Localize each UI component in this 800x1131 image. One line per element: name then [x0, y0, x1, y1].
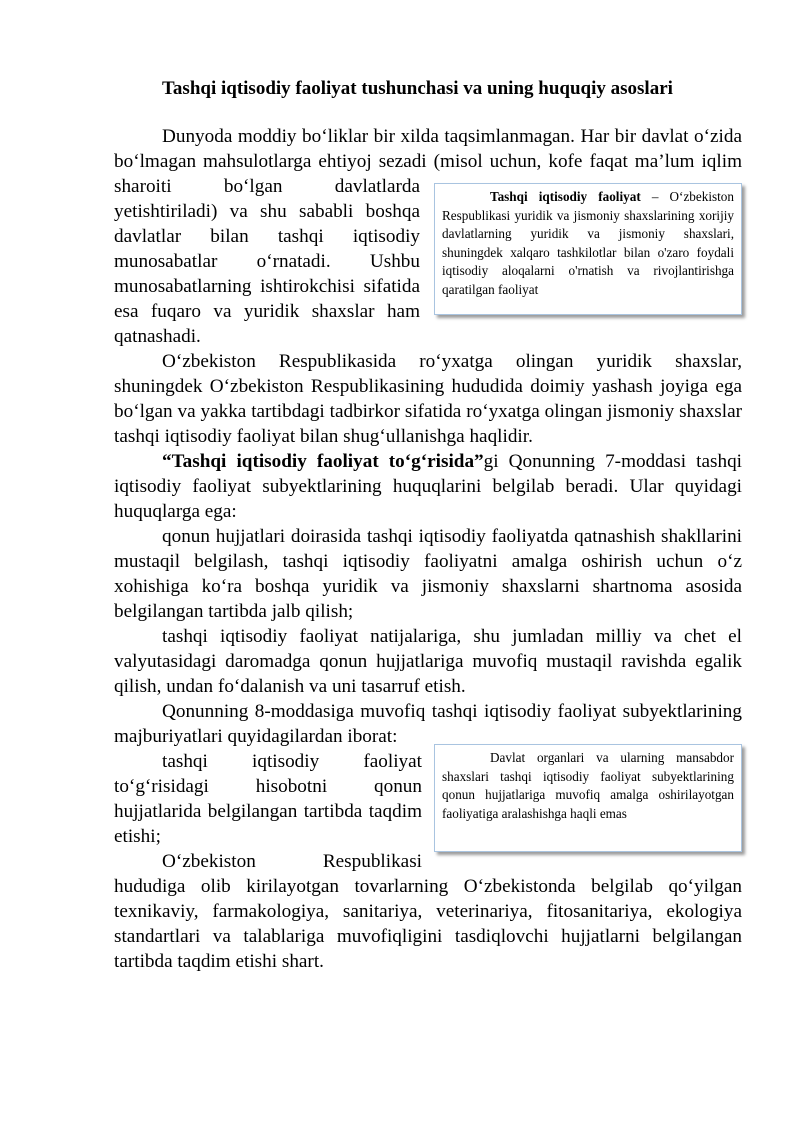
definition-text: – O‘zbekiston Respublikasi yuridik va jismoniy shaxslarining xorijiy davlatlarning yuridik va jismoniy shaxslari, shuningdek xalqaro tashkilotlar bilan o'zaro foydali iqtisodiy aloqalarni o'rnatish va rivojlantirishga qaratilgan faoliyat: [442, 189, 734, 297]
paragraph-8: O‘zbekiston Respublikasi hududiga olib kirilayotgan tovarlarning O‘zbekistonda belgilab qo‘yilgan texnikaviy, farmakologiya, sanitariya, veterinariya, fitosanitariya, ekologiya standartlari va talablariga muvofiqligini tasdiqlovchi hujjatlarni belgilangan tartibda taqdim etishi shart.: [114, 851, 742, 972]
notice-box: Davlat organlari va ularning mansabdor shaxslari tashqi iqtisodiy faoliyat subyektlarining qonun hujjatlariga muvofiq amalga oshirilayotgan faoliyatiga aralashishga haqli emas: [434, 744, 742, 852]
paragraph-1-tail: faqat ma’lum iqlim sharoiti bo‘lgan davlatlarda yetishtiriladi) va shu sababli boshqa davlatlar bilan tashqi iqtisodiy munosabatlar o‘rnatadi. Ushbu munosabatlarning ishtirokchisi sifatida esa fuqaro va yuridik shaxslar ham qatnashadi.: [114, 151, 742, 347]
paragraph-6-tail: subyektlarining majburiyatlari quyidagilardan iborat:: [114, 701, 742, 747]
definition-box: [434, 183, 742, 315]
definition-term: Tashqi iqtisodiy faoliyat: [490, 189, 641, 204]
paragraph-3-rest: gi Qonunning 7-moddasi tashqi iqtisodiy faoliyat subyektlarining huquqlarini belgilab beradi. Ular quyidagi huquqlarga ega:: [114, 451, 742, 522]
paragraph-7: tashqi iqtisodiy faoliyat to‘g‘risidagi hisobotni qonun hujjatlarida belgilangan tartibda taqdim etishi;: [114, 751, 422, 847]
paragraph-6-lead: Qonunning 8-moddasiga muvofiq tashqi iqtisodiy faoliyat: [162, 701, 623, 722]
paragraph-3: [114, 449, 742, 524]
definition-callout: [434, 183, 742, 323]
paragraph-1: [114, 124, 742, 349]
body-text: [114, 124, 742, 974]
paragraph-1-lead: Dunyoda moddiy bo‘liklar bir xilda taqsimlanmagan. Har bir davlat o‘zida bo‘lmagan mahsulotlarga ehtiyoj sezadi (misol uchun, kofe: [114, 126, 742, 172]
paragraph-4: qonun hujjatlari doirasida tashqi iqtisodiy faoliyatda qatnashish shakllarini mustaqil belgilash, tashqi iqtisodiy faoliyatni amalga oshirish uchun o‘z xohishiga ko‘ra boshqa yuridik va jismoniy shaxslarni shartnoma asosida belgilangan tartibda jalb qilish;: [114, 526, 742, 622]
notice-callout: [434, 744, 742, 862]
paragraph-5: tashqi iqtisodiy faoliyat natijalariga, shu jumladan milliy va chet el valyutasidagi daromadga qonun hujjatlariga muvofiq mustaqil ravishda egalik qilish, undan fo‘dalanish va uni tasarruf etish.: [114, 626, 742, 697]
paragraph-2: O‘zbekiston Respublikasida ro‘yxatga olingan yuridik shaxslar, shuningdek O‘zbekiston Respublikasining hududida doimiy yashash joyiga ega bo‘lgan va yakka tartibdagi tadbirkor sifatida ro‘yxatga olingan jismoniy shaxslar tashqi iqtisodiy faoliyat bilan shug‘ullanishga haqlidir.: [114, 351, 742, 447]
law-title: “Tashqi iqtisodiy faoliyat to‘g‘risida”: [162, 451, 484, 472]
page-title: Tashqi iqtisodiy faoliyat tushunchasi va uning huquqiy asoslari: [162, 78, 673, 99]
